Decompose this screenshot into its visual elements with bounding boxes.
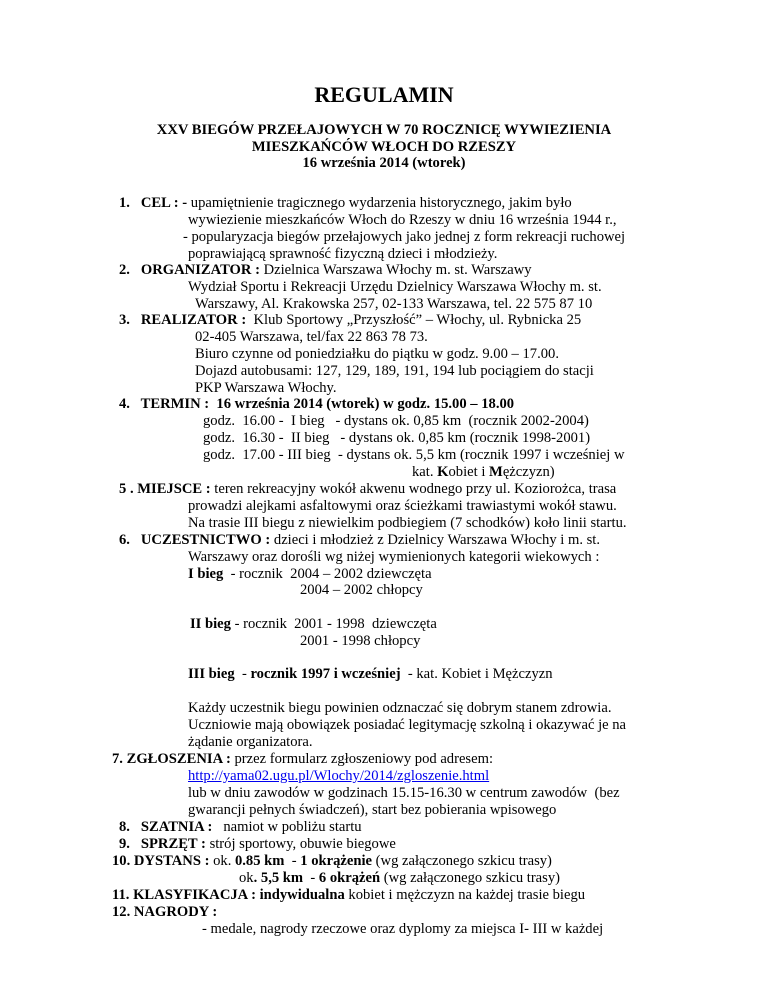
section-line: poprawiającą sprawność fizyczną dzieci i młodzieży. (188, 246, 498, 262)
text-fragment: obiet i (448, 464, 490, 480)
section-line: lub w dniu zawodów w godzinach 15.15-16.30 w centrum zawodów (bez (188, 785, 620, 801)
text-fragment: - (303, 870, 319, 886)
section-text: dzieci i młodzież z Dzielnicy Warszawa Włochy i m. st. (273, 532, 601, 548)
section-line: gwarancji pełnych świadczeń), start bez pobierania wpisowego (188, 802, 557, 818)
category-label: I bieg (188, 566, 224, 582)
section-text: upamiętnienie tragicznego wydarzenia historycznego, jakim było (190, 195, 572, 211)
section-zgloszenia (112, 751, 493, 768)
subtitle-line-2: MIESZKAŃCÓW WŁOCH DO RZESZY (251, 138, 517, 155)
text-fragment: kobiet i mężczyzn na każdej trasie biegu (344, 887, 586, 903)
text-fragment: . 5,5 km (253, 870, 304, 886)
section-line: - medale, nagrody rzeczowe oraz dyplomy za miejsca I- III w każdej (202, 921, 604, 937)
text-fragment: (wg załączonego szkicu trasy) (372, 853, 552, 869)
section-line: 02-405 Warszawa, tel/fax 22 863 78 73. (195, 329, 428, 345)
section-line: Wydział Sportu i Rekreacji Urzędu Dzielnicy Warszawa Włochy m. st. (188, 279, 602, 295)
section-line: PKP Warszawa Włochy. (195, 380, 337, 396)
schedule-row: godz. 17.00 - III bieg - dystans ok. 5,5 km (rocznik 1997 i wcześniej w (203, 447, 625, 463)
category-text: - rocznik 2001 - 1998 dziewczęta (230, 616, 437, 632)
category-row (190, 616, 437, 633)
category-text: - kat. Kobiet i Mężczyzn (400, 666, 553, 682)
section-cel (119, 195, 572, 212)
section-line: Na trasie III biegu z niewielkim podbiegiem (7 schodków) koło linii startu. (188, 515, 627, 531)
text-fragment: ok (239, 870, 254, 886)
section-line: Dojazd autobusami: 127, 129, 189, 191, 194 lub pociągiem do stacji (195, 363, 594, 379)
section-line: Warszawy, Al. Krakowska 257, 02-133 Warszawa, tel. 22 575 87 10 (195, 296, 593, 312)
section-label: 6. UCZESTNICTWO : (119, 532, 274, 548)
text-fragment: M (489, 464, 503, 480)
subtitle-line-1: XXV BIEGÓW PRZEŁAJOWYCH W 70 ROCZNICĘ WYWIEZIENIA (156, 122, 612, 138)
section-line: - popularyzacja biegów przełajowych jako jednej z form rekreacji ruchowej (183, 229, 626, 245)
category-row: 2004 – 2002 chłopcy (300, 582, 423, 598)
category-row (188, 666, 553, 683)
section-line: wywiezienie mieszkańców Włoch do Rzeszy w dniu 16 września 1944 r., (188, 212, 617, 228)
text-fragment: K (437, 464, 449, 480)
text-fragment: ężczyzn) (502, 464, 555, 480)
section-organizator (119, 262, 532, 279)
section-label: 7. ZGŁOSZENIA : (112, 751, 235, 767)
text-fragment: 0.85 km (234, 853, 285, 869)
section-line: prowadzi alejkami asfaltowymi oraz ścieżkami trawiastymi wokół stawu. (188, 498, 617, 514)
text-fragment: - (284, 853, 301, 869)
section-sprzet (119, 836, 396, 853)
section-line: Warszawy oraz dorośli wg niżej wymienionych kategorii wiekowych : (188, 549, 600, 565)
text-fragment: 6 okrążeń (318, 870, 381, 886)
text-fragment: ok. (213, 853, 235, 869)
section-dystans (112, 853, 552, 870)
section-text: przez formularz zgłoszeniowy pod adresem: (234, 751, 493, 767)
category-label: II bieg (190, 616, 231, 632)
text-fragment: kat. (412, 464, 438, 480)
schedule-row: godz. 16.30 - II bieg - dystans ok. 0,85 km (rocznik 1998-2001) (203, 430, 591, 446)
subtitle-line-3: 16 września 2014 (wtorek) (302, 155, 466, 172)
page-title: REGULAMIN (314, 82, 454, 107)
section-text: Dzielnica Warszawa Włochy m. st. Warszawy (263, 262, 532, 278)
section-text: teren rekreacyjny wokół akwenu wodnego przy ul. Koziorożca, trasa (214, 481, 617, 497)
section-text: namiot w pobliżu startu (216, 819, 362, 835)
registration-link-row (188, 768, 489, 785)
section-label: 10. DYSTANS : (112, 853, 214, 869)
section-realizator (119, 312, 581, 329)
text-fragment: (wg załączonego szkicu trasy) (380, 870, 561, 886)
section-label: 3. REALIZATOR : (119, 312, 250, 328)
category-text: - (234, 666, 251, 682)
category-text: - rocznik 2004 – 2002 dziewczęta (223, 566, 432, 582)
text-fragment: indywidualna (259, 887, 345, 903)
category-text: rocznik 1997 i wcześniej (250, 666, 401, 682)
section-text: strój sportowy, obuwie biegowe (209, 836, 396, 852)
document-subtitle (0, 122, 768, 172)
section-uczestnictwo (119, 532, 600, 549)
section-label: 11. KLASYFIKACJA : (112, 887, 260, 903)
section-line: Biuro czynne od poniedziałku do piątku w godz. 9.00 – 17.00. (195, 346, 559, 362)
section-nagrody: 12. NAGRODY : (112, 904, 218, 920)
section-label: 9. SPRZĘT : (119, 836, 210, 852)
registration-link[interactable]: http://yama02.ugu.pl/Wlochy/2014/zgloszenie.html (188, 768, 490, 784)
section-label: 2. ORGANIZATOR : (119, 262, 264, 278)
section-label: 5 . MIEJSCE : (119, 481, 215, 497)
section-miejsce (119, 481, 616, 498)
text-fragment: 1 okrążenie (300, 853, 373, 869)
section-line: Każdy uczestnik biegu powinien odznaczać się dobrym stanem zdrowia. (188, 700, 612, 716)
section-text: Klub Sportowy „Przyszłość” – Włochy, ul. Rybnicka 25 (249, 312, 582, 328)
section-line: Uczniowie mają obowiązek posiadać legitymację szkolną i okazywać je na (188, 717, 627, 733)
section-klasyfikacja (112, 887, 585, 904)
schedule-row-continuation (412, 464, 555, 481)
section-szatnia (119, 819, 362, 836)
category-row (188, 566, 432, 583)
schedule-row: godz. 16.00 - I bieg - dystans ok. 0,85 km (rocznik 2002-2004) (203, 413, 589, 429)
section-label: 1. CEL : - (119, 195, 191, 211)
section-termin: 4. TERMIN : 16 września 2014 (wtorek) w godz. 15.00 – 18.00 (119, 396, 515, 412)
category-row: 2001 - 1998 chłopcy (300, 633, 421, 649)
category-label: III bieg (188, 666, 235, 682)
distance-row (239, 870, 560, 887)
section-line: żądanie organizatora. (188, 734, 313, 750)
section-label: 8. SZATNIA : (119, 819, 217, 835)
